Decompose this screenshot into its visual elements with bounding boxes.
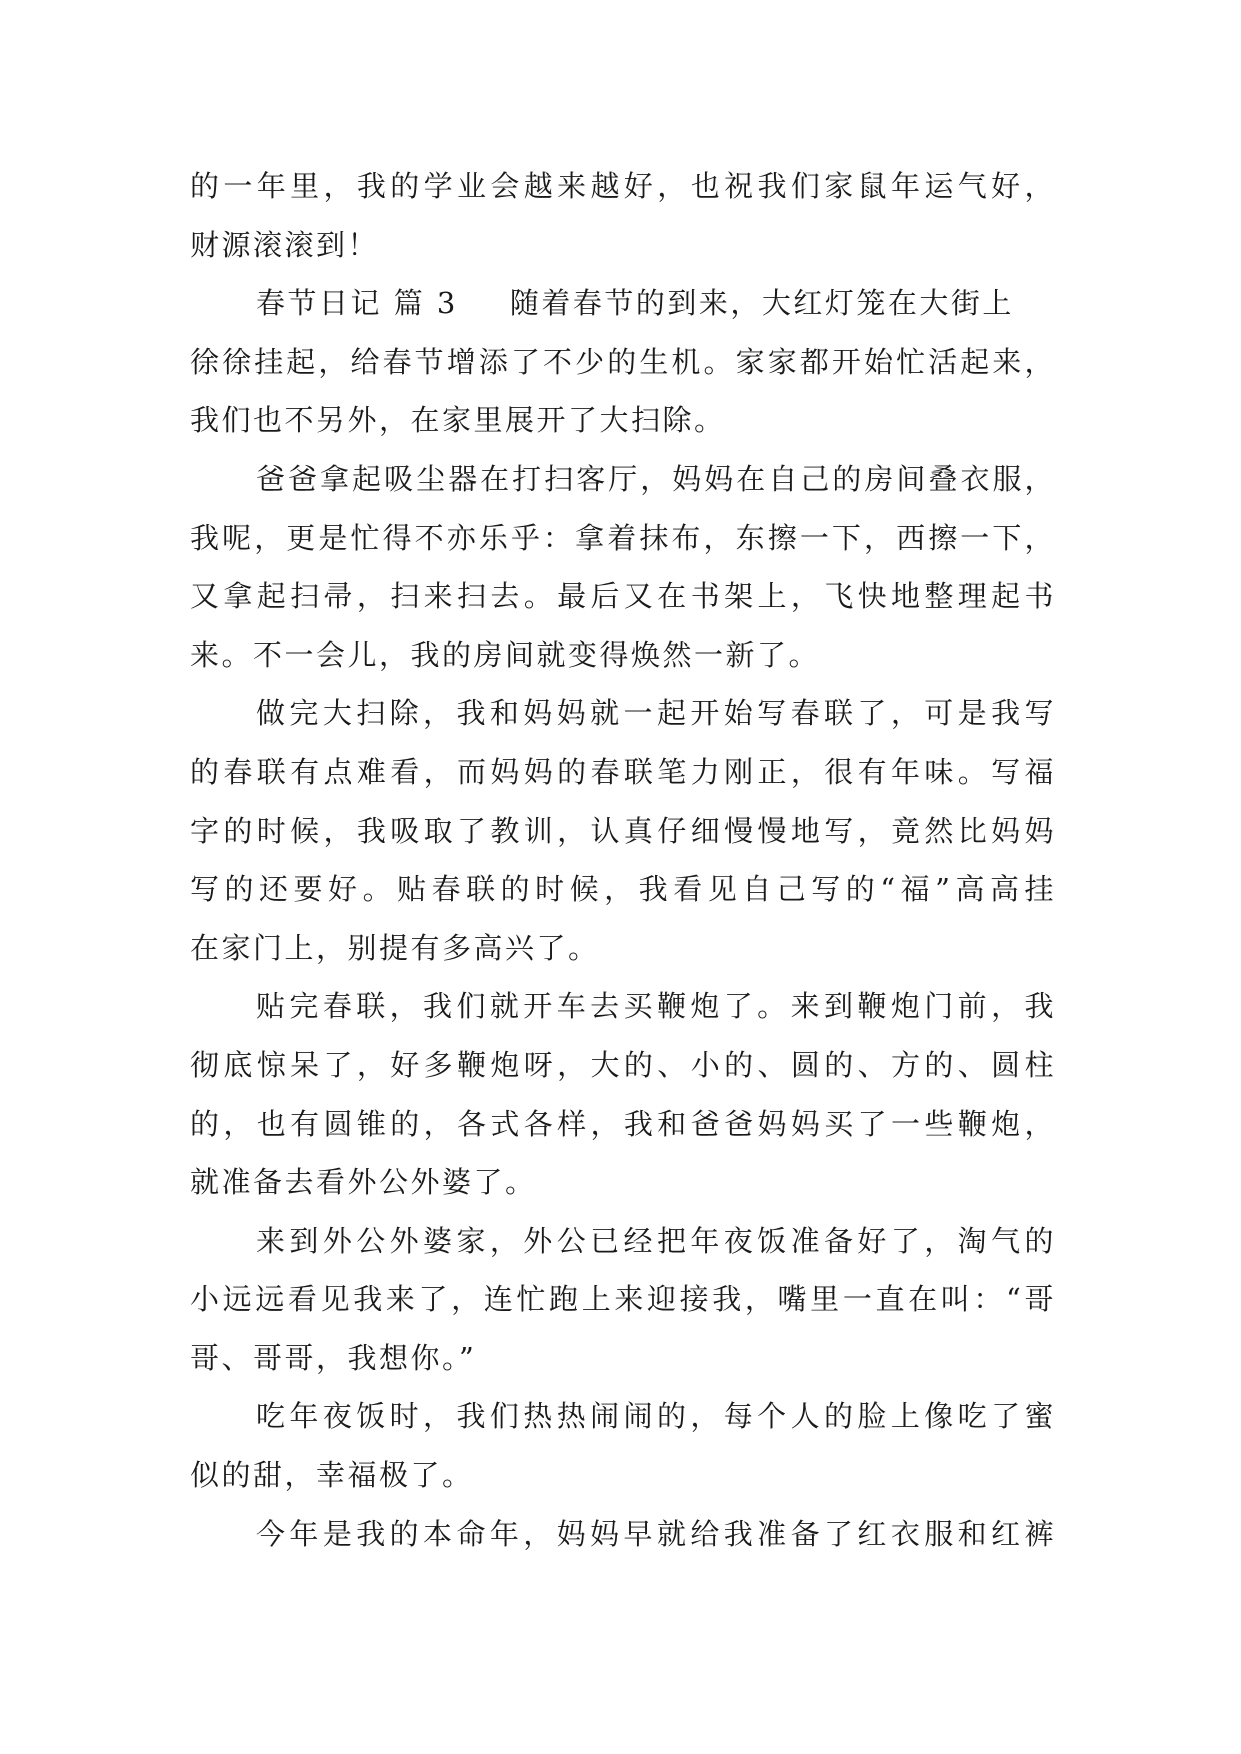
text-line: 徐徐挂起，给春节增添了不少的生机。家家都开始忙活起来， (190, 344, 1056, 379)
text-line: 的一年里，我的学业会越来越好，也祝我们家鼠年运气好， (190, 169, 1056, 203)
text-line: 今年是我的本命年，妈妈早就给我准备了红衣服和红裤 (256, 1516, 1056, 1551)
text-line: 小远远看见我来了，连忙跑上来迎接我，嘴里一直在叫：“哥 (190, 1282, 1056, 1317)
text-line: 的，也有圆锥的，各式各样，我和爸爸妈妈买了一些鞭炮， (190, 1106, 1056, 1141)
text-line: 哥、哥哥，我想你。” (190, 1340, 477, 1375)
text-line: 吃年夜饭时，我们热热闹闹的，每个人的脸上像吃了蜜 (256, 1399, 1056, 1434)
text-line: 我呢，更是忙得不亦乐乎：拿着抹布，东擦一下，西擦一下， (190, 520, 1056, 555)
text-line (190, 274, 1056, 333)
text-line: 来。不一会儿，我的房间就变得焕然一新了。 (190, 637, 821, 672)
text-line: 写的还要好。贴春联的时候，我看见自己写的“福”高高挂 (190, 872, 1056, 907)
text-line: 在家门上，别提有多高兴了。 (190, 930, 600, 965)
text-line: 贴完春联，我们就开车去买鞭炮了。来到鞭炮门前，我 (256, 989, 1056, 1024)
text-line: 来到外公外婆家，外公已经把年夜饭准备好了，淘气的 (256, 1223, 1056, 1258)
text-line: 字的时候，我吸取了教训，认真仔细慢慢地写，竟然比妈妈 (190, 813, 1056, 848)
text-line: 就准备去看外公外婆了。 (190, 1165, 537, 1200)
text-line: 的春联有点难看，而妈妈的春联笔力刚正，很有年味。写福 (190, 754, 1056, 789)
text-line: 我们也不另外，在家里展开了大扫除。 (190, 403, 726, 438)
text-line: 做完大扫除，我和妈妈就一起开始写春联了，可是我写 (256, 696, 1056, 731)
text-line: 彻底惊呆了，好多鞭炮呀，大的、小的、圆的、方的、圆柱 (190, 1047, 1056, 1082)
text-run: 随着春节的到来，大红灯笼在大街上 (509, 286, 1014, 321)
text-line: 财源滚滚到！ (190, 227, 380, 262)
text-line: 又拿起扫帚，扫来扫去。最后又在书架上，飞快地整理起书 (190, 579, 1056, 614)
text-line: 爸爸拿起吸尘器在打扫客厅，妈妈在自己的房间叠衣服， (256, 461, 1056, 496)
document-body (190, 157, 1056, 1563)
text-line: 似的甜，幸福极了。 (190, 1458, 474, 1493)
section-heading: 春节日记 篇 3 (256, 286, 458, 321)
